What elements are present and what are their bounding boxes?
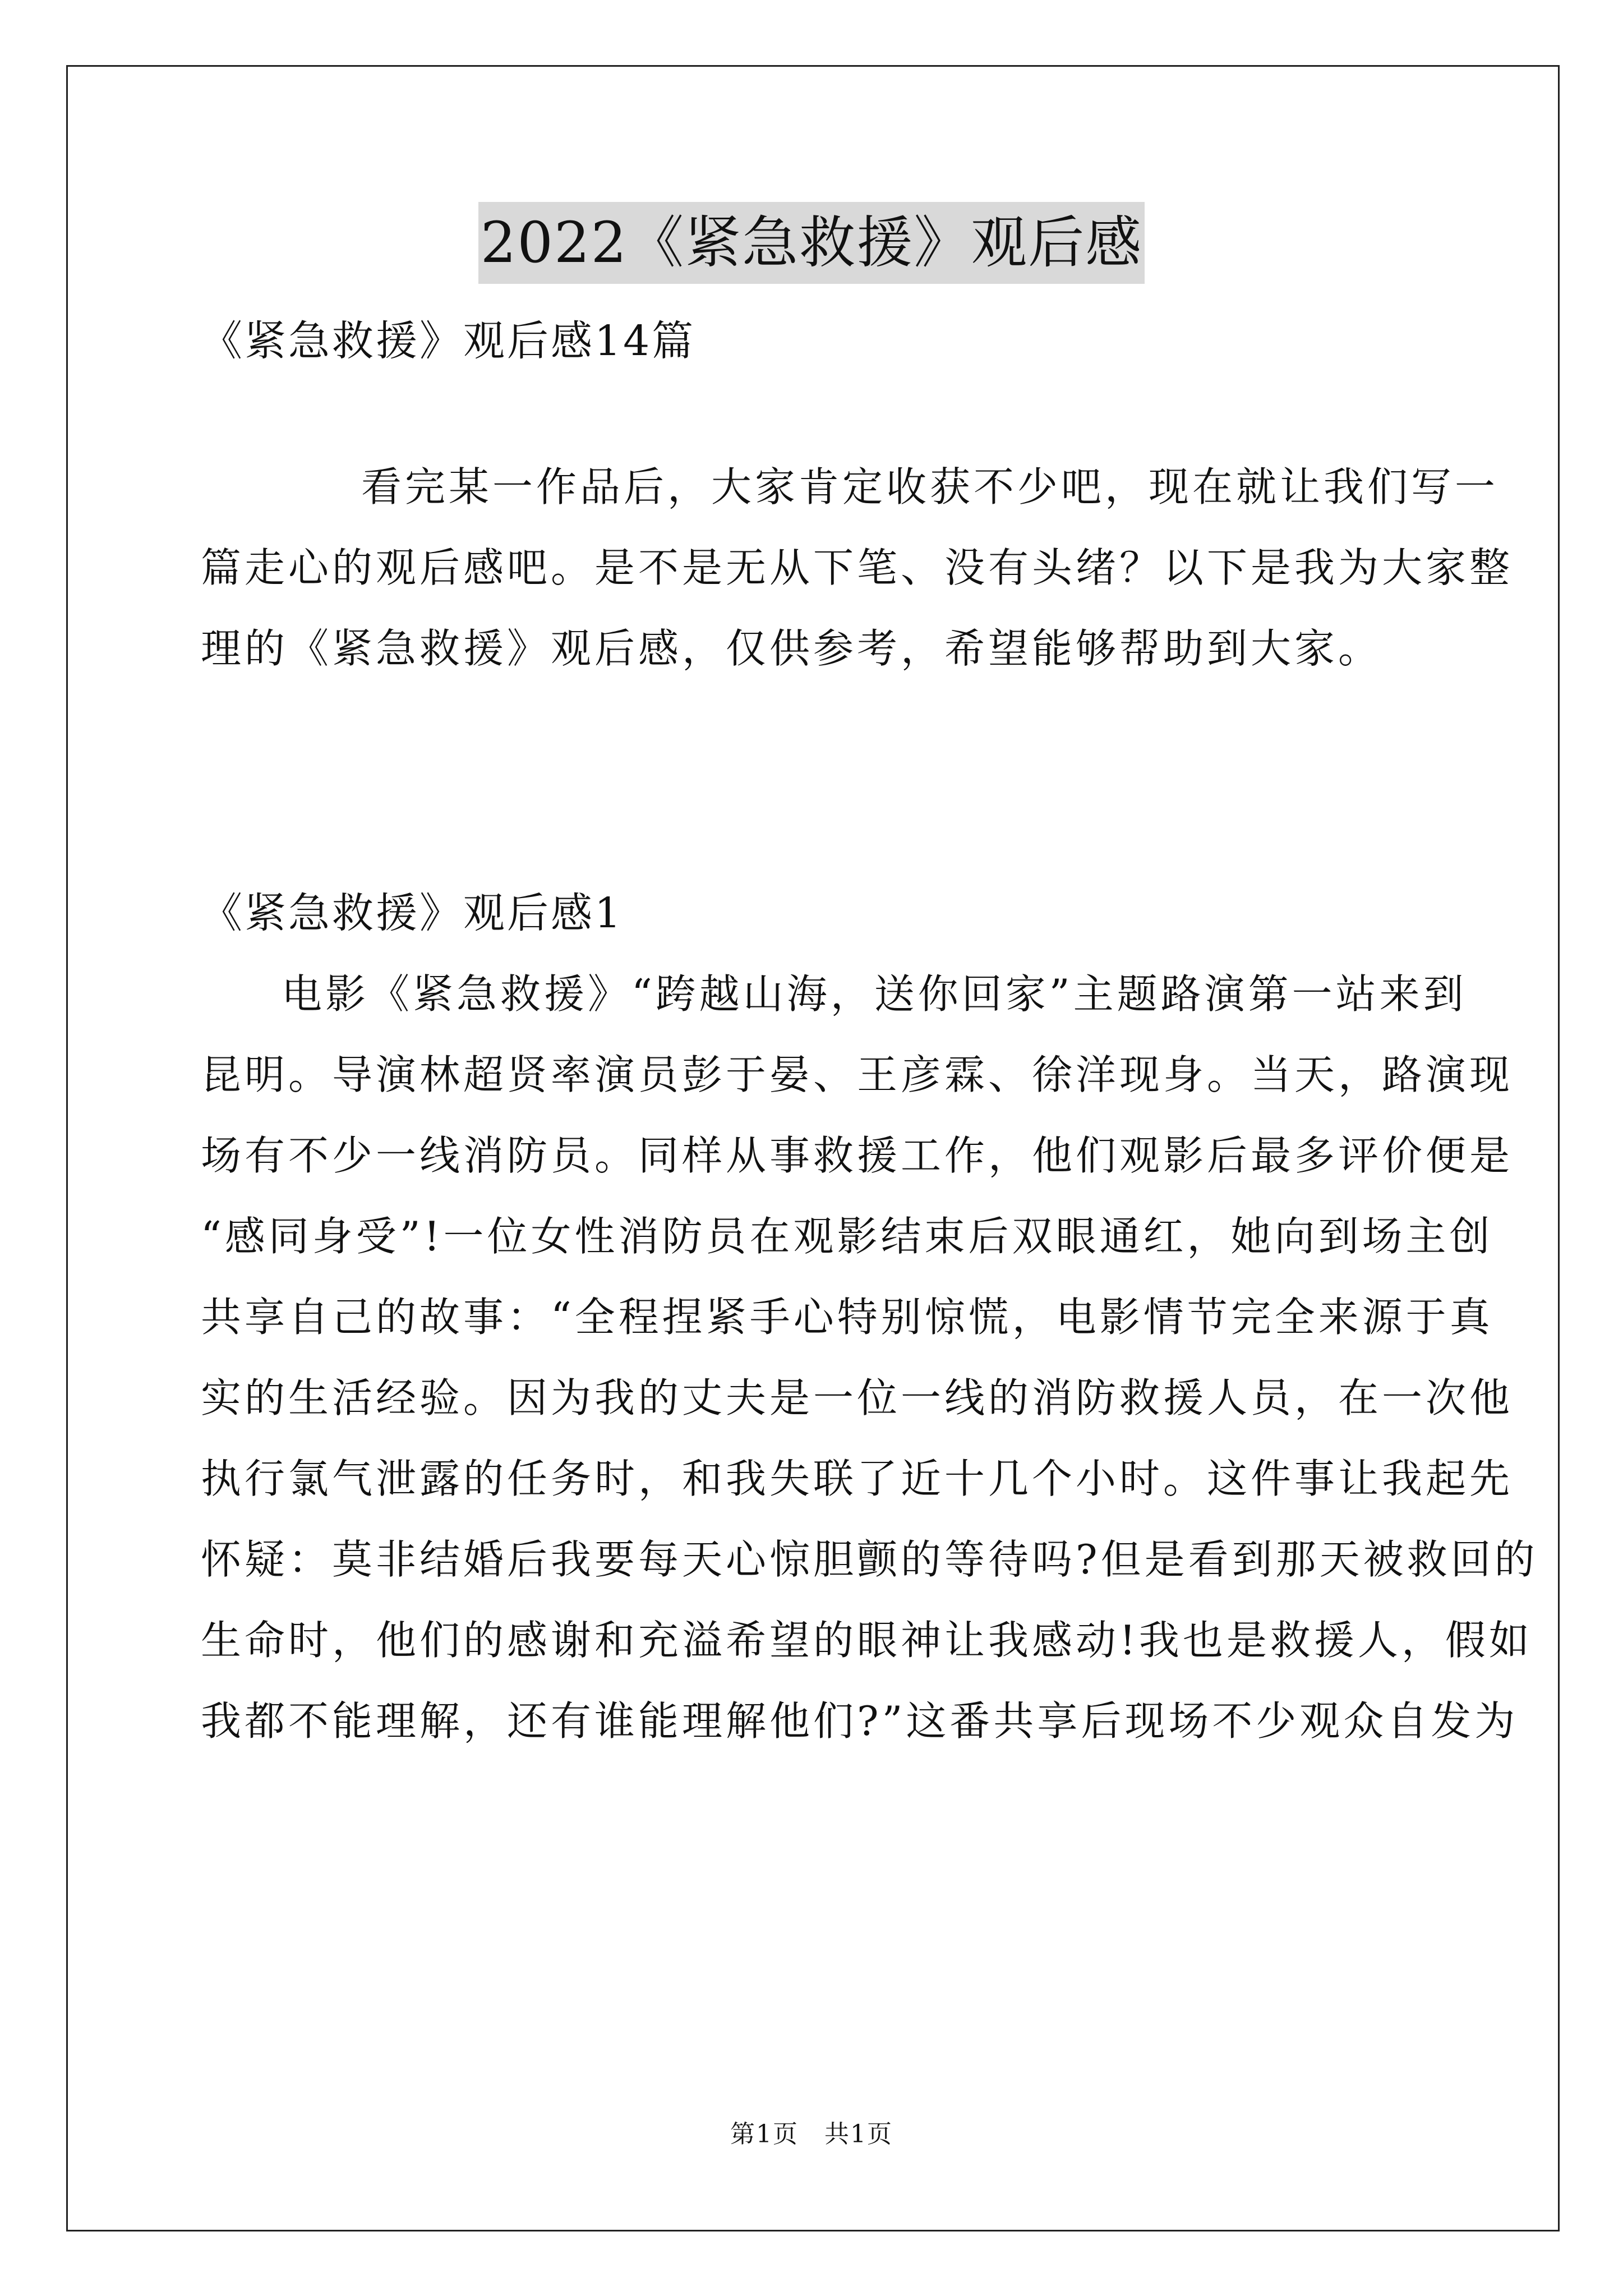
title-container — [0, 202, 1623, 284]
body-line: 昆明。导演林超贤率演员彭于晏、王彦霖、徐洋现身。当天，路演现 — [201, 1051, 1514, 1098]
body-line: “感同身受”!一位女性消防员在观影结束后双眼通红，她向到场主创 — [201, 1213, 1493, 1260]
body-line: 怀疑：莫非结婚后我要每天心惊胆颤的等待吗?但是看到那天被救回的 — [201, 1536, 1538, 1583]
body-line: 电影《紧急救援》“跨越山海，送你回家”主题路演第一站来到 — [282, 970, 1467, 1018]
body-line: 场有不少一线消防员。同样从事救援工作，他们观影后最多评价便是 — [201, 1132, 1514, 1179]
body-line: 生命时，他们的感谢和充溢希望的眼神让我感动!我也是救援人，假如 — [201, 1617, 1533, 1664]
body-paragraph — [201, 954, 1538, 1761]
section-heading: 《紧急救援》观后感1 — [201, 889, 624, 937]
body-line: 实的生活经验。因为我的丈夫是一位一线的消防救援人员，在一次他 — [201, 1374, 1514, 1421]
intro-line: 理的《紧急救援》观后感，仅供参考，希望能够帮助到大家。 — [201, 625, 1382, 672]
intro-line: 篇走心的观后感吧。是不是无从下笔、没有头绪？以下是我为大家整 — [201, 544, 1514, 591]
body-line: 执行氯气泄露的任务时，和我失联了近十几个小时。这件事让我起先 — [201, 1455, 1514, 1502]
intro-line: 看完某一作品后，大家肯定收获不少吧，现在就让我们写一 — [361, 463, 1499, 510]
intro-paragraph — [201, 447, 1514, 689]
body-line: 我都不能理解，还有谁能理解他们?”这番共享后现场不少观众自发为 — [201, 1697, 1519, 1745]
page-footer: 第1页 共1页 — [730, 2120, 893, 2148]
document-title: 2022《紧急救援》观后感 — [478, 202, 1145, 284]
document-subtitle: 《紧急救援》观后感14篇 — [201, 317, 696, 365]
body-line: 共享自己的故事：“全程捏紧手心特别惊慌，电影情节完全来源于真 — [201, 1294, 1493, 1341]
